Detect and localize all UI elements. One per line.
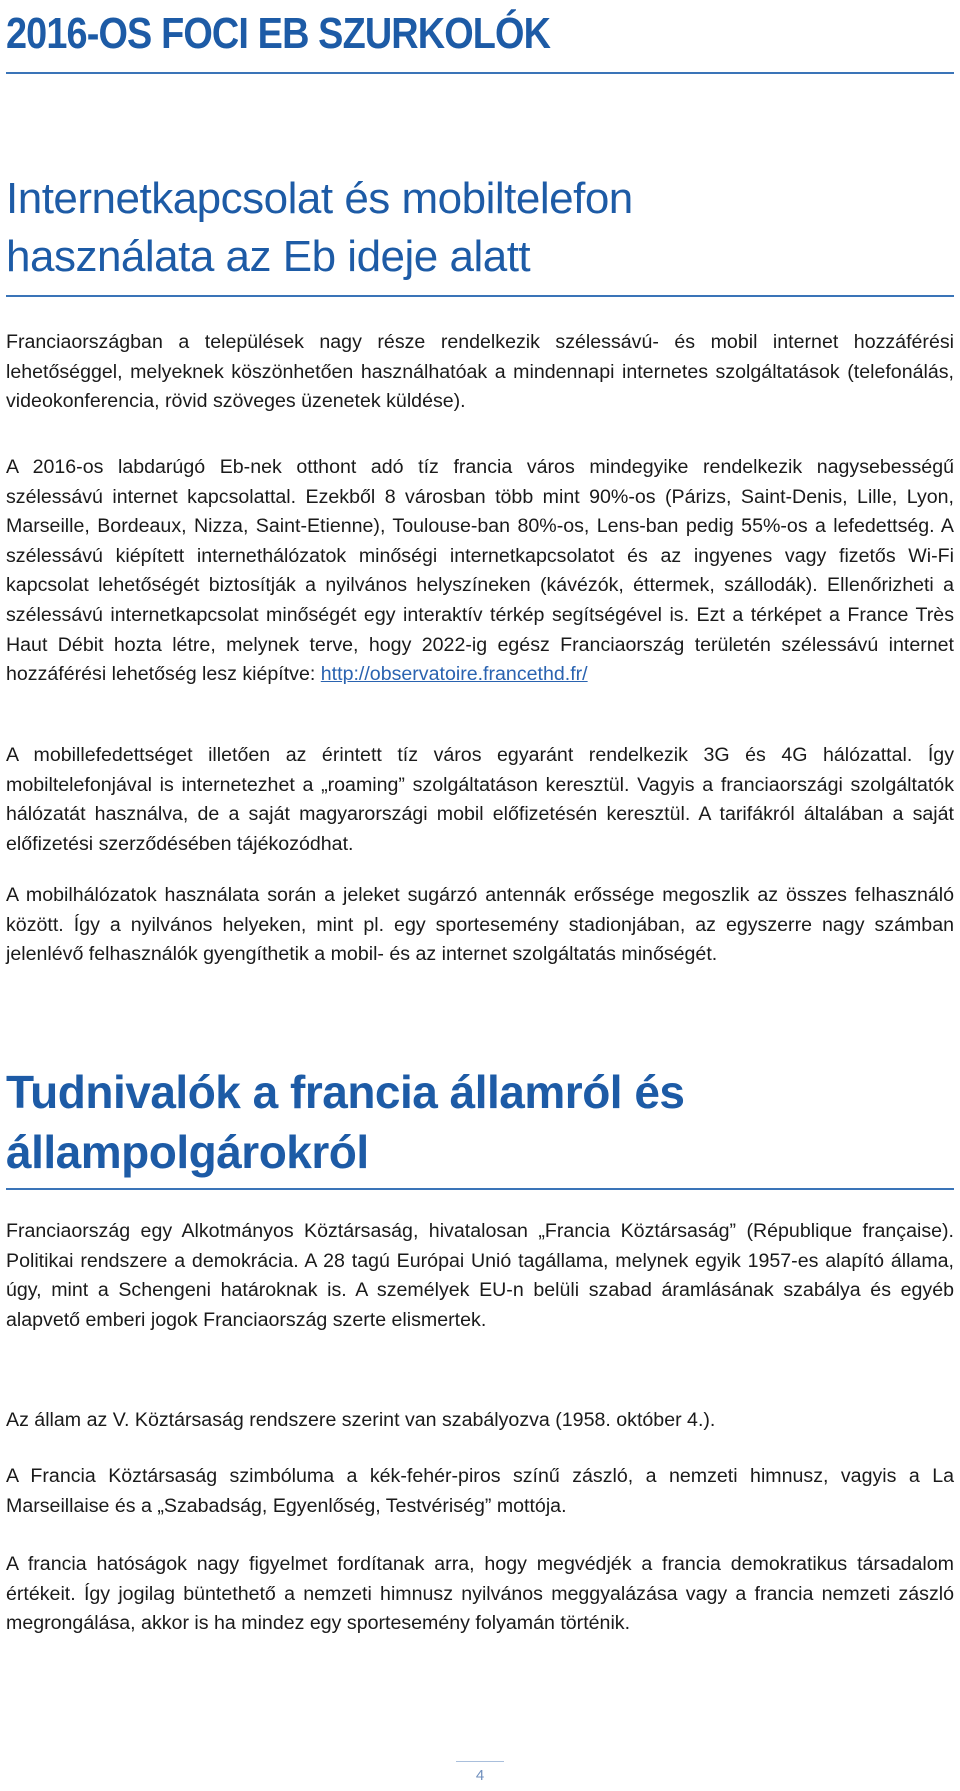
paragraph: A Francia Köztársaság szimbóluma a kék-fehér-piros színű zászló, a nemzeti himnusz, vagyis a La Marseillaise és a „Szabadság, Egyenlőség, Testvériség” mottója. (6, 1465, 954, 1517)
title-divider (6, 72, 954, 74)
section-heading-state (6, 1062, 954, 1182)
section-heading-line: állampolgárokról (6, 1126, 369, 1178)
document-title: 2016-OS FOCI EB SZURKOLÓK (6, 9, 551, 58)
observatoire-link[interactable]: http://observatoire.francethd.fr/ (320, 663, 588, 686)
paragraph: A francia hatóságok nagy figyelmet fordítanak arra, hogy megvédjék a francia demokratikus társadalom értékeit. Így jogilag büntethető a nemzeti himnusz nyilvános meggyalázása vagy a francia nemzeti zászló megrongálása, akkor is ha mindez egy sportesemény folyamán történik. (6, 1553, 954, 1635)
paragraph (6, 453, 954, 690)
section-heading-line: Internetkapcsolat és mobiltelefon (6, 174, 633, 223)
section-heading-line: Tudnivalók a francia államról és (6, 1066, 685, 1118)
section-divider (6, 295, 954, 297)
section-divider (6, 1188, 954, 1190)
page-number-divider (456, 1761, 504, 1762)
section-heading-internet (6, 170, 954, 286)
paragraph: Franciaországban a települések nagy része rendelkezik szélessávú- és mobil internet hozzáférési lehetőséggel, melyeknek köszönhetően használhatóak a mindennapi internetes szolgáltatások (telefonálás, videokonferencia, rövid szöveges üzenetek küldése). (6, 331, 954, 413)
paragraph: A mobillefedettséget illetően az érintett tíz város egyaránt rendelkezik 3G és 4G hálózattal. Így mobiltelefonjával is internetezhet a „roaming” szolgáltatáson keresztül. Vagyis a franciaországi szolgáltatók hálózatát használva, de a saját magyarországi mobil előfizetésén keresztül. A tarifákról általában a saját előfizetési szerződésében tájékozódhat. (6, 744, 954, 855)
paragraph: Franciaország egy Alkotmányos Köztársaság, hivatalosan „Francia Köztársaság” (République française). Politikai rendszere a demokrácia. A 28 tagú Európai Unió tagállama, melynek egyik 1957-es alapító állama, úgy, mint a Schengeni határoknak is. A személyek EU-n belüli szabad áramlásának szabálya és egyéb alapvető emberi jogok Franciaország szerte elismertek. (6, 1220, 954, 1331)
paragraph-text: A 2016-os labdarúgó Eb-nek otthont adó tíz francia város mindegyike rendelkezik nagysebességű szélessávú internet kapcsolattal. Ezekből 8 városban több mint 90%-os (Párizs, Saint-Denis, Lille, Lyon, Marseille, Bordeaux, Nizza, Saint-Etienne), Toulouse-ban 80%-os, Lens-ban pedig 55%-os a lefedettség. A szélessávú kiépített internethálózatok minőségi internetkapcsolatot és az ingyenes vagy fizetős Wi-Fi kapcsolat lehetőségét biztosítják a nyilvános helyszíneken (kávézók, éttermek, szállodák). Ellenőrizheti a szélessávú internetkapcsolat minőségét egy interaktív térkép segítségével is. Ezt a térképet a France Très Haut Débit hozta létre, melynek terve, hogy 2022-ig egész Franciaország területén szélessávú internet hozzáférési lehetőség lesz kiépítve: (6, 456, 954, 686)
page-number: 4 (475, 1767, 485, 1784)
paragraph: A mobilhálózatok használata során a jeleket sugárzó antennák erőssége megoszlik az összes felhasználó között. Így a nyilvános helyeken, mint pl. egy sportesemény stadionjában, az egyszerre nagy számban jelenlévő felhasználók gyengíthetik a mobil- és az internet szolgáltatás minőségét. (6, 884, 954, 966)
section-heading-line: használata az Eb ideje alatt (6, 232, 531, 281)
paragraph: Az állam az V. Köztársaság rendszere szerint van szabályozva (1958. október 4.). (6, 1409, 716, 1431)
